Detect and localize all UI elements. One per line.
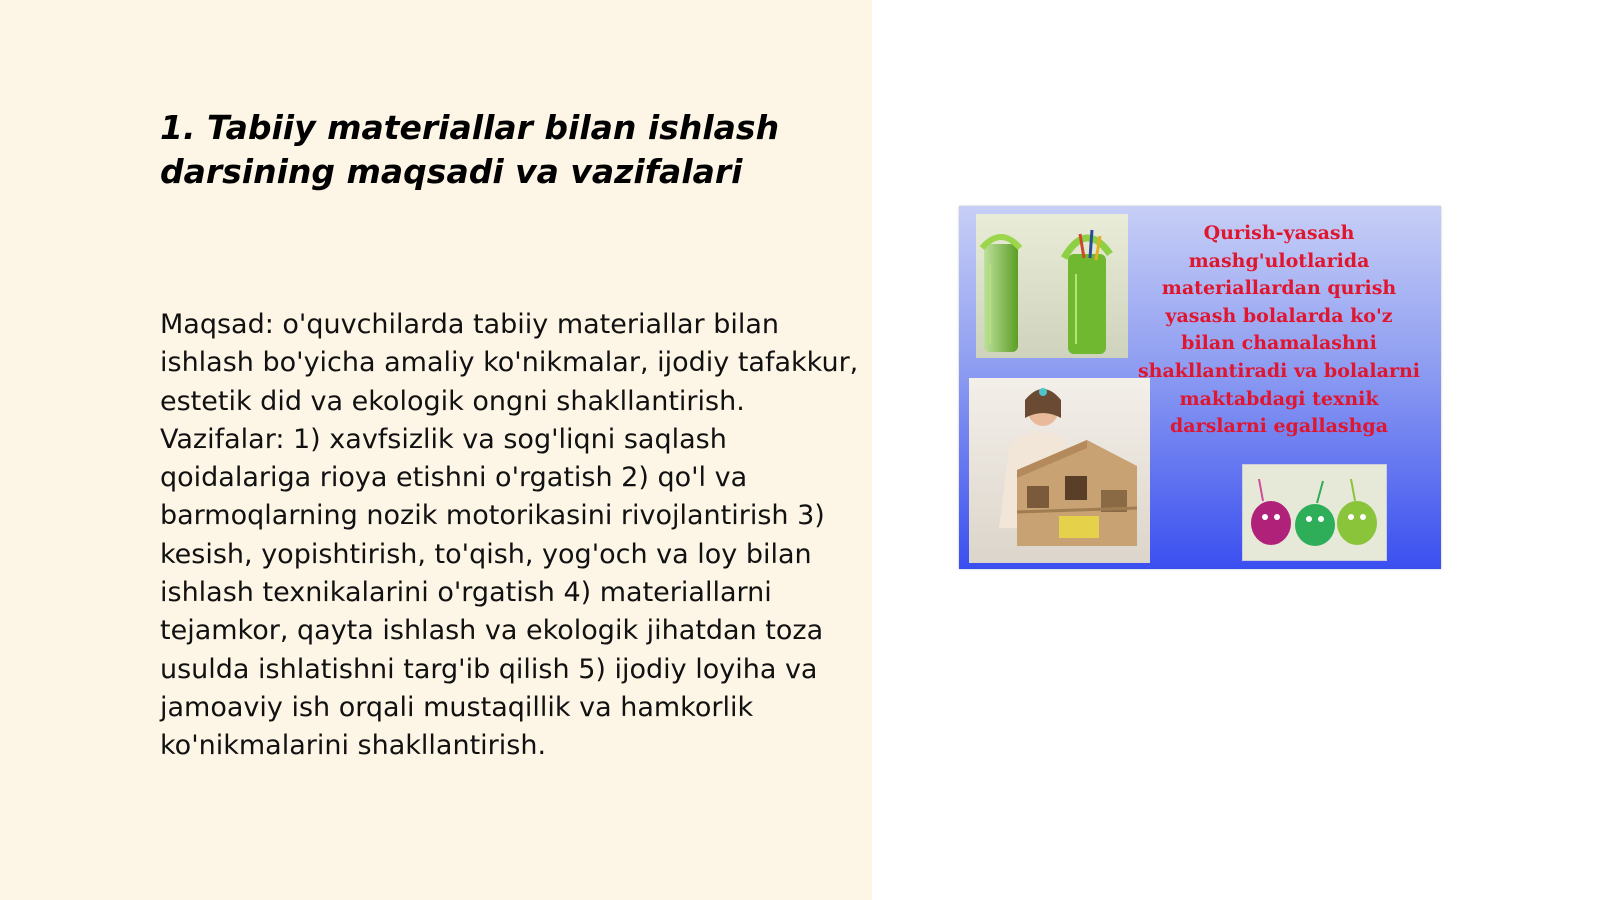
cardboard-house-photo — [969, 378, 1150, 563]
crafts-picture — [959, 206, 1441, 569]
bottle-pencil-holders-photo — [976, 214, 1128, 358]
picture-caption: Qurish-yasash mashg'ulotlarida materiallardan qurish yasash bolalarda ko'z bilan chamalashni shakllantiradi va bolalarni maktabdagi texnik darslarni egallashga — [1137, 222, 1420, 438]
bottle-toys-photo — [1242, 464, 1387, 561]
slide-title: 1. Tabiiy materiallar bilan ishlash darsining maqsadi va vazifalari — [160, 108, 780, 191]
slide-body-text: Maqsad: o'quvchilarda tabiiy materiallar bilan ishlash bo'yicha amaliy ko'nikmalar, ijodiy tafakkur, estetik did va ekologik ongni shakllantirish. Vazifalar: 1) xavfsizlik va sog'liqni saqlash qoidalariga rioya etishni o'rgatish 2) qo'l va barmoqlarning nozik motorikasini rivojlantirish 3) kesish, yopishtirish, to'qish, yog'och va loy bilan ishlash texnikalarini o'rgatish 4) materiallarni tejamkor, qayta ishlash va ekologik jihatdan toza usulda ishlatishni targ'ib qilish 5) ijodiy loyiha va jamoaviy ish orqali mustaqillik va hamkorlik ko'nikmalarini shakllantirish. — [160, 309, 859, 762]
